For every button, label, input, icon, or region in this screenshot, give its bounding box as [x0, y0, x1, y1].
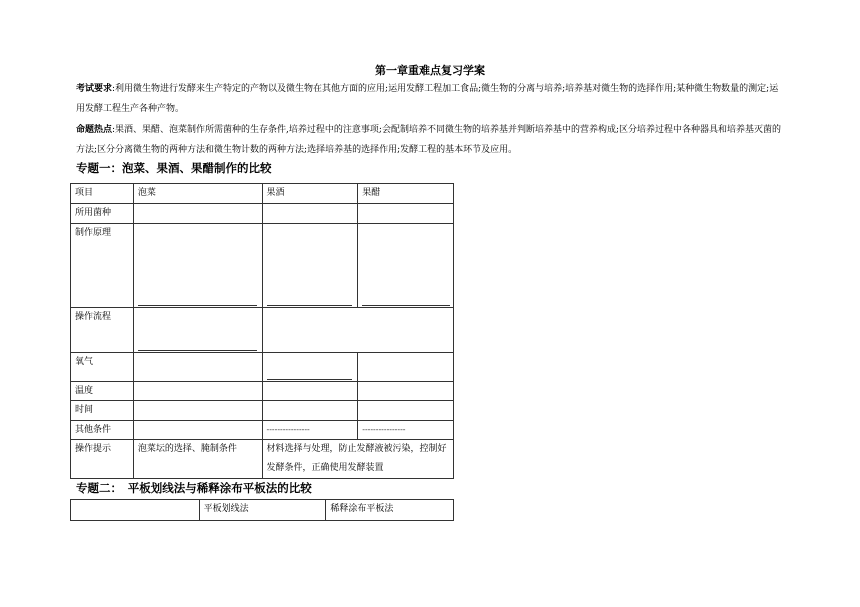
exam-hotspots	[76, 120, 786, 160]
cell-time-paocai	[133, 401, 262, 421]
exam-requirements-text: :利用微生物进行发酵来生产特定的产物以及微生物在其他方面的应用;运用发酵工程加工食品;微生物的分离与培养;培养基对微生物的选择作用;某种微生物数量的测定;运用发酵工程生产各种产物。	[76, 84, 779, 114]
cell-other-guojiu	[262, 421, 358, 440]
blank-line-principle-guocu	[362, 305, 450, 306]
plating-method-table	[70, 499, 454, 521]
blank-line-principle-guojiu	[267, 305, 352, 306]
cell-tips-paocai: 泡菜坛的选择、腌制条件	[133, 440, 262, 479]
exam-requirements-label: 考试要求	[76, 84, 113, 94]
plating-header-streak: 平板划线法	[199, 500, 326, 521]
cell-other-guocu	[358, 421, 454, 440]
cell-process-paocai	[133, 308, 262, 353]
cell-process-guojiu-guocu	[262, 308, 454, 353]
blank-line-principle-paocai	[138, 305, 257, 306]
header-item: 项目	[71, 184, 134, 204]
table-row-principle	[71, 224, 454, 308]
row-label-tips: 操作提示	[71, 440, 134, 479]
plating-header-row	[71, 500, 454, 521]
cell-oxygen-guocu	[358, 353, 454, 382]
table-row-strain	[71, 204, 454, 224]
cell-principle-guocu	[358, 224, 454, 308]
fermentation-comparison-table	[70, 183, 454, 479]
cell-strain-paocai	[133, 204, 262, 224]
table-header-row	[71, 184, 454, 204]
dash-placeholder-guojiu: ----------------	[266, 425, 310, 434]
dash-placeholder-guocu: ----------------	[362, 425, 406, 434]
table-row-temperature	[71, 382, 454, 401]
topic2-heading: 专题二： 平板划线法与稀释涂布平板法的比较	[76, 481, 312, 495]
row-label-oxygen: 氧气	[71, 353, 134, 382]
table-row-process	[71, 308, 454, 353]
header-guojiu: 果酒	[262, 184, 358, 204]
cell-other-paocai	[133, 421, 262, 440]
header-paocai: 泡菜	[133, 184, 262, 204]
blank-line-process-paocai	[138, 350, 257, 351]
cell-temperature-guojiu	[262, 382, 358, 401]
header-guocu: 果醋	[358, 184, 454, 204]
cell-time-guocu	[358, 401, 454, 421]
row-label-other: 其他条件	[71, 421, 134, 440]
row-label-principle: 制作原理	[71, 224, 134, 308]
cell-principle-guojiu	[262, 224, 358, 308]
exam-hotspots-label: 命题热点	[76, 125, 113, 135]
cell-temperature-paocai	[133, 382, 262, 401]
row-label-strain: 所用菌种	[71, 204, 134, 224]
cell-principle-paocai	[133, 224, 262, 308]
row-label-time: 时间	[71, 401, 134, 421]
cell-strain-guocu	[358, 204, 454, 224]
cell-oxygen-paocai	[133, 353, 262, 382]
cell-temperature-guocu	[358, 382, 454, 401]
cell-time-guojiu	[262, 401, 358, 421]
exam-requirements	[76, 79, 786, 119]
topic1-heading: 专题一：泡菜、果酒、果醋制作的比较	[76, 161, 272, 175]
exam-hotspots-text: :果酒、果醋、泡菜制作所需菌种的生存条件,培养过程中的注意事项;会配制培养不同微生物的培养基并判断培养基中的营养构成;区分培养过程中各种器具和培养基灭菌的方法;区分分离微生物的两种方法和微生物计数的两种方法;选择培养基的选择作用;发酵工程的基本环节及应用。	[76, 125, 781, 155]
table-row-time	[71, 401, 454, 421]
cell-oxygen-guojiu	[262, 353, 358, 382]
row-label-temperature: 温度	[71, 382, 134, 401]
cell-tips-guojiu-guocu: 材料选择与处理，防止发酵液被污染，控制好发酵条件，正确使用发酵装置	[262, 440, 454, 479]
table-row-other	[71, 421, 454, 440]
document-title: 第一章重难点复习学案	[375, 64, 485, 77]
blank-line-oxygen-guojiu	[267, 379, 352, 380]
table-row-tips	[71, 440, 454, 479]
plating-header-spread: 稀释涂布平板法	[326, 500, 454, 521]
table-row-oxygen	[71, 353, 454, 382]
plating-header-blank	[71, 500, 200, 521]
row-label-process: 操作流程	[71, 308, 134, 353]
cell-strain-guojiu	[262, 204, 358, 224]
